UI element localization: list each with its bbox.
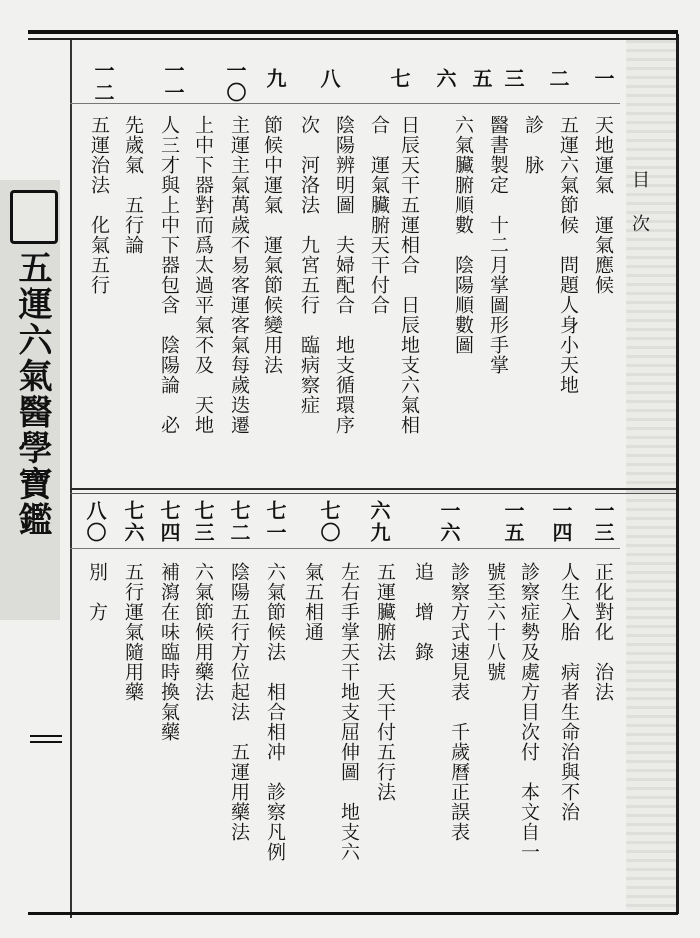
entry-number: 二 <box>546 68 570 90</box>
entry-number: 三 <box>501 68 525 90</box>
entry-number: 七〇 <box>317 500 341 544</box>
toc-entry: 日辰天干五運相合 日辰地支六氣相 <box>398 115 420 435</box>
toc-entry: 上中下器對而爲太過平氣不及 天地 <box>192 115 214 435</box>
entry-number: 一〇 <box>223 60 247 104</box>
toc-entry: 五運臟腑法 天干付五行法 <box>374 562 396 802</box>
entry-number: 七六 <box>121 500 145 544</box>
toc-entry: 六氣節候用藥法 <box>192 562 214 702</box>
toc-entry: 診察方式速見表 千歲曆正誤表 <box>448 562 470 842</box>
toc-entry: 追 增 錄 <box>412 562 434 662</box>
toc-entry: 六氣臟腑順數 陰陽順數圖 <box>452 115 474 355</box>
frame-line <box>676 34 679 914</box>
entry-number: 七四 <box>157 500 181 544</box>
toc-heading: 目 次 <box>629 170 650 236</box>
frame-line <box>28 30 678 34</box>
toc-entry: 醫書製定 十二月掌圖形手掌 <box>487 115 509 375</box>
entry-number: 六九 <box>367 500 391 544</box>
entry-number: 八 <box>317 68 341 90</box>
toc-entry: 診察症勢及處方目次付 本文自一 <box>518 562 540 862</box>
toc-entry: 陰陽五行方位起法 五運用藥法 <box>228 562 250 842</box>
toc-entry: 左右手掌天干地支屈伸圖 地支六 <box>338 562 360 862</box>
toc-entry: 次 河洛法 九宮五行 臨病察症 <box>298 115 320 415</box>
toc-entry: 陰陽辨明圖 夫婦配合 地支循環序 <box>333 115 355 435</box>
toc-entry: 正化對化 治法 <box>592 562 614 702</box>
section-divider <box>70 493 676 494</box>
toc-entry: 診 脉 <box>522 115 544 175</box>
entry-number: 一 <box>591 68 615 90</box>
toc-entry: 合 運氣臟腑天干付合 <box>368 115 390 315</box>
entry-number: 七一 <box>263 500 287 544</box>
frame-line <box>28 912 678 915</box>
frame-line <box>28 38 678 40</box>
toc-entry: 人生入胎 病者生命治與不治 <box>558 562 580 822</box>
toc-entry: 人三才與上中下器包含 陰陽論 必 <box>158 115 180 435</box>
entry-number: 一二 <box>91 60 115 104</box>
toc-entry: 先歲氣 五行論 <box>122 115 144 255</box>
entry-number: 七 <box>387 68 411 90</box>
toc-entry: 節候中運氣 運氣節候變用法 <box>261 115 283 375</box>
entry-number: 七二 <box>227 500 251 544</box>
toc-entry: 五行運氣隨用藥 <box>122 562 144 702</box>
toc-entry: 號至六十八號 <box>484 562 506 682</box>
entry-number: 一六 <box>437 500 461 544</box>
entry-number: 一一 <box>161 60 185 104</box>
toc-entry: 別 方 <box>86 562 108 622</box>
toc-entry: 主運主氣萬歲不易客運客氣每歲迭遷 <box>228 115 250 435</box>
frame-line <box>70 40 72 918</box>
toc-entry: 五運六氣節候 問題人身小天地 <box>557 115 579 395</box>
entry-number: 五 <box>469 68 493 90</box>
entry-number: 九 <box>263 68 287 90</box>
toc-entry: 六氣節候法 相合相冲 診察凡例 <box>264 562 286 862</box>
number-rule <box>70 103 620 104</box>
entry-number: 七三 <box>191 500 215 544</box>
toc-entry: 五運治法 化氣五行 <box>88 115 110 295</box>
section-divider <box>70 488 676 490</box>
toc-entry: 氣五相通 <box>302 562 324 642</box>
entry-number: 一三 <box>591 500 615 544</box>
entry-number: 六 <box>433 68 457 90</box>
entry-number: 一五 <box>501 500 525 544</box>
toc-entry: 天地運氣 運氣應候 <box>592 115 614 295</box>
divider <box>30 735 62 737</box>
spine-title: 五運六氣醫學寶鑑 <box>12 250 52 538</box>
number-rule <box>70 548 620 549</box>
entry-number: 八〇 <box>83 500 107 544</box>
spine-emblem-icon <box>10 190 58 244</box>
toc-entry: 補瀉在味臨時換氣藥 <box>158 562 180 742</box>
entry-number: 一四 <box>549 500 573 544</box>
divider <box>30 741 62 743</box>
